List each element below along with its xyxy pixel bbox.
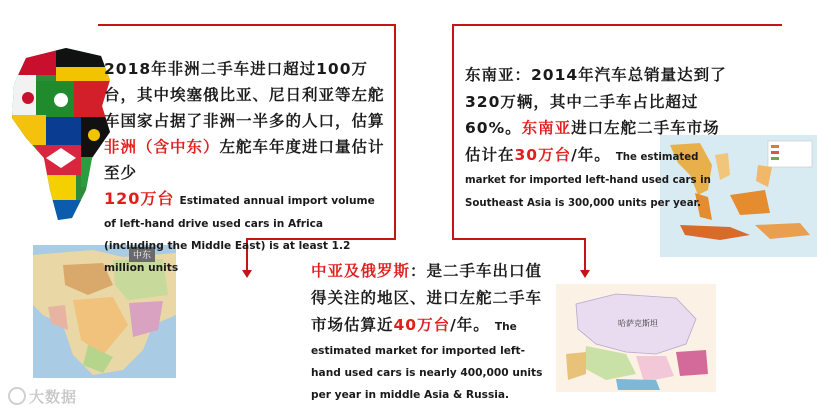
watermark-text: 大数据: [29, 388, 78, 406]
africa-volume-highlight: 120万台: [104, 189, 175, 208]
sea-cn-text: 东南亚：2014年汽车总销量达到了320万辆，其中二手车占比超过60%。: [465, 66, 727, 137]
africa-flag-map: [6, 40, 118, 225]
central-asia-label: 哈萨克斯坦: [618, 319, 658, 328]
connector-right-horizontal: [452, 238, 586, 240]
watermark-icon: [8, 387, 26, 405]
africa-text-block: [104, 56, 386, 278]
connector-right-vertical: [452, 24, 454, 239]
asia-volume-highlight: 40万台: [393, 316, 451, 334]
connector-right-down: [584, 238, 586, 274]
africa-cn-highlight: 非洲（含中东）: [104, 138, 220, 156]
connector-left-vertical: [394, 24, 396, 239]
asia-cn-text: ：是二手车出口值得关注的地区、进口左舵二手车市场估算近: [311, 262, 543, 334]
arrow-down-icon: [580, 270, 590, 278]
watermark: [8, 386, 77, 407]
asia-cn-highlight: 中亚及俄罗斯: [311, 262, 411, 280]
africa-cn-text: 2018年非洲二手车进口超过100万台，其中埃塞俄比亚、尼日利亚等左舵车国家占据了非洲一半多的人口，估算: [104, 60, 385, 130]
middle-east-label: 中东: [129, 247, 155, 262]
connector-right-top: [452, 24, 782, 26]
sea-en-text: market for imported left-hand used cars in Southeast Asia is 300,000 units per year.: [465, 175, 711, 209]
sea-volume-highlight: 30万台: [514, 145, 572, 164]
connector-top-left: [98, 24, 396, 26]
africa-cn-text-2: 左舵车年度进口量估计至少: [104, 138, 385, 182]
sea-cn-text-3: /年。: [571, 145, 611, 164]
sea-cn-highlight: 东南亚: [521, 119, 572, 137]
central-asia-text-block: [311, 258, 545, 405]
southeast-asia-text-block: [465, 62, 727, 213]
asia-en-text: estimated market for imported left-hand used cars is nearly 400,000 units per year in middle Asia & Russia.: [311, 345, 543, 401]
sea-cn-text-2: 进口左舵二手车市场估计在: [465, 119, 720, 164]
sea-en-head: The estimated: [615, 151, 699, 163]
central-asia-map: [556, 284, 716, 392]
africa-en-text: Estimated annual import volume of left-hand drive used cars in Africa (including the Middle East) is at least 1.2 million units: [104, 195, 375, 274]
asia-en-head: The: [494, 321, 517, 333]
asia-cn-text-2: /年。: [450, 316, 490, 334]
